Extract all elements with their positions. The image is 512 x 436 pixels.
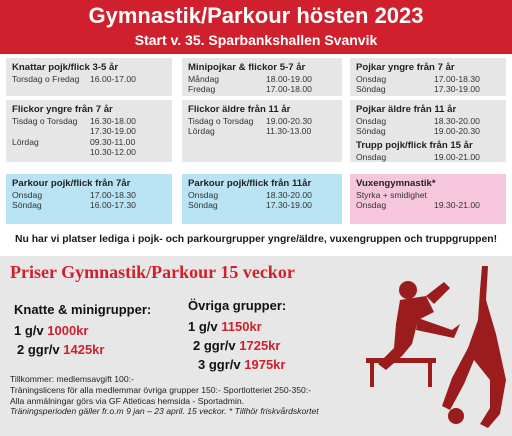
card-row: Söndag 17.30-19.00 — [188, 200, 312, 211]
card-title: Vuxengymnastik* — [356, 178, 436, 189]
card-title: Parkour pojk/flick från 7år — [12, 178, 131, 189]
gymnast-figure — [442, 266, 506, 428]
card-row: Onsdag 19.00-21.00 — [356, 151, 480, 162]
price-line: 1 g/v 1150kr — [188, 319, 262, 334]
price-line: 2 ggr/v 1725kr — [193, 338, 281, 353]
fine-print — [10, 374, 319, 417]
price-column-ovriga — [188, 298, 286, 374]
parkour-arm — [426, 282, 450, 304]
schedule-card-pojkar-aldre — [350, 100, 506, 162]
schedule-grid — [0, 54, 512, 228]
bar-leg-right — [428, 363, 432, 387]
card-row: Lördag 11.30-13.00 — [188, 126, 312, 137]
card-row: Söndag 16.00-17.30 — [12, 200, 136, 211]
card-row: Söndag 19.00-20.30 — [356, 126, 480, 137]
card-title: Pojkar äldre från 11 år — [356, 104, 457, 115]
price-heading: Övriga grupper: — [188, 298, 287, 313]
price-heading: Knatte & minigrupper: — [14, 302, 152, 317]
card-row: 10.30-12.00 — [90, 147, 136, 158]
card-row: Tisdag o Torsdag 19.00-20.30 — [188, 116, 312, 126]
card-title: Flickor äldre från 11 år — [188, 104, 291, 115]
gymnast-head — [448, 408, 464, 424]
card-row: Söndag 17.30-19.00 — [356, 84, 480, 95]
schedule-card-pojkar-yngre — [350, 58, 506, 96]
parkour-figure — [366, 281, 460, 387]
schedule-card-vuxengymnastik — [350, 174, 506, 224]
schedule-card-mini — [182, 58, 342, 96]
fine-line: Tillkommer: medlemsavgift 100:- — [10, 374, 134, 384]
card-title: Flickor yngre från 7 år — [12, 104, 113, 115]
athlete-silhouettes — [356, 260, 512, 436]
fine-line: Träningslicens för alla medlemmar övriga grupper 150:- Sportlotteriet 250-350:- — [10, 384, 312, 395]
price-line: 2 ggr/v 1425kr — [17, 342, 105, 357]
page-title: Gymnastik/Parkour hösten 2023 — [88, 3, 424, 28]
page-subtitle: Start v. 35. Sparbankshallen Svanvik — [134, 32, 378, 48]
schedule-card-knattar — [6, 58, 172, 96]
price-column-knatte — [14, 302, 151, 359]
bar-leg-left — [370, 363, 374, 387]
fine-line-italic: Träningsperioden gäller fr.o.m 9 jan – 23 april. 15 veckor. * Tillhör friskvårdskortet — [10, 406, 319, 417]
schedule-card-flickor-aldre — [182, 100, 342, 162]
schedule-card-flickor-yngre — [6, 100, 172, 162]
availability-notice: Nu har vi platser lediga i pojk- och parkourgrupper yngre/äldre, vuxengruppen och truppgruppen! — [14, 234, 498, 245]
price-line: 1 g/v 1000kr — [14, 323, 89, 338]
parkour-head — [399, 281, 417, 299]
price-line: 3 ggr/v 1975kr — [198, 357, 286, 372]
card-row: Styrka + smidighet — [356, 190, 427, 200]
card-row: Onsdag 17.00-18.30 — [356, 74, 480, 84]
parkour-bar — [366, 358, 436, 363]
card-row: Fredag 17.00-18.00 — [188, 84, 312, 95]
card-row: Onsdag 17.00-18.30 — [12, 190, 136, 200]
card-row: Torsdag o Fredag 16.00-17.00 — [12, 74, 136, 84]
card-row: Måndag 18.00-19.00 — [188, 74, 312, 84]
schedule-card-parkour-11 — [182, 174, 342, 224]
prices-title: Priser Gymnastik/Parkour 15 veckor — [10, 262, 295, 282]
card-title: Trupp pojk/flick från 15 år — [356, 139, 473, 151]
header-banner — [0, 0, 512, 54]
gymnast-body — [442, 266, 506, 428]
card-title: Pojkar yngre från 7 år — [356, 62, 455, 73]
fine-line: Alla anmälningar görs via GF Atleticas hemsida - Sportadmin. — [10, 395, 245, 406]
card-row: 17.30-19.00 — [90, 126, 136, 137]
card-row: Onsdag 19.30-21.00 — [356, 200, 480, 211]
card-row: Tisdag o Torsdag 16.30-18.00 — [12, 116, 136, 126]
parkour-leg — [416, 318, 460, 338]
card-title: Minipojkar & flickor 5-7 år — [188, 62, 306, 73]
card-title: Knattar pojk/flick 3-5 år — [12, 62, 119, 73]
card-row: Onsdag 18.30-20.00 — [356, 116, 480, 126]
card-title: Parkour pojk/flick från 11år — [188, 178, 312, 189]
card-row: Lördag 09.30-11.00 — [12, 136, 136, 147]
schedule-card-parkour-7 — [6, 174, 172, 224]
card-row: Onsdag 18.30-20.00 — [188, 190, 312, 200]
